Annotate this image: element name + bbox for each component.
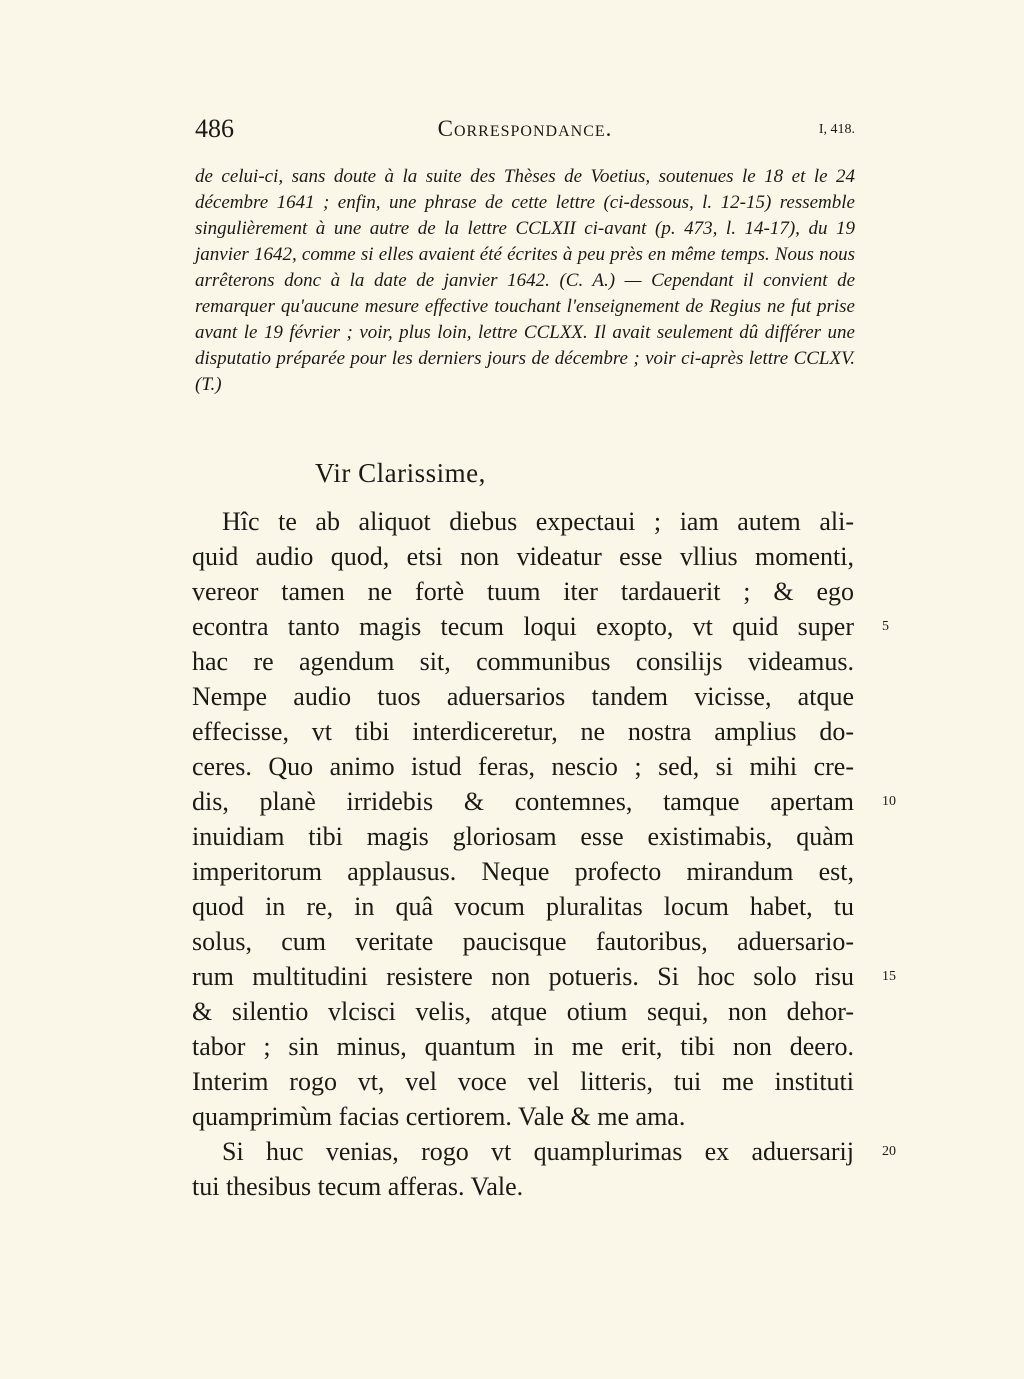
letter-line: inuidiam tibi magis gloriosam esse existimabis, quàm [192,822,854,851]
letter-line: tui thesibus tecum afferas. Vale. [192,1172,524,1201]
letter-line: Si huc venias, rogo vt quamplurimas ex aduersarij [222,1137,854,1166]
line-number: 20 [882,1144,896,1159]
letter-line: tabor ; sin minus, quantum in me erit, tibi non deero. [192,1032,854,1061]
letter-salutation: Vir Clarissime, [315,458,486,488]
letter-line: Nempe audio tuos aduersarios tandem vicisse, atque [192,682,854,711]
page-reference: I, 418. [818,122,855,137]
letter-line: quid audio quod, etsi non videatur esse vllius momenti, [192,542,854,571]
letter-line: rum multitudini resistere non potueris. Si hoc solo risu [192,962,854,991]
letter-line: effecisse, vt tibi interdiceretur, ne nostra amplius do- [192,717,854,746]
letter-line: econtra tanto magis tecum loqui exopto, vt quid super [192,612,854,641]
running-title: Correspondance. [437,116,613,141]
page-number: 486 [195,114,234,143]
letter-line: quamprimùm facias certiorem. Vale & me ama. [192,1102,686,1131]
letter-line: vereor tamen ne fortè tuum iter tardauerit ; & ego [192,577,854,606]
letter-line: Interim rogo vt, vel voce vel litteris, tui me instituti [192,1067,854,1096]
letter-line: quod in re, in quâ vocum pluralitas locum habet, tu [192,892,854,921]
letter-line: & silentio vlcisci velis, atque otium sequi, non dehor- [192,997,854,1026]
line-number: 15 [882,969,896,984]
letter-line: imperitorum applausus. Neque profecto mirandum est, [192,857,854,886]
letter-line: hac re agendum sit, communibus consilijs videamus. [192,647,854,676]
line-number: 5 [882,619,889,634]
letter-line: Hîc te ab aliquot diebus expectaui ; iam autem ali- [222,507,854,536]
editorial-note: de celui-ci, sans doute à la suite des Thèses de Voetius, soutenues le 18 et le 24 décembre 1641 ; enfin, une phrase de cette lettre (ci-dessous, l. 12-15) ressemble singulièrement à une autre de la lettre CCLXII ci-avant (p. 473, l. 14-17), du 19 janvier 1642, comme si elles avaient été écrites à peu près en même temps. Nous nous arrêterons donc à la date de janvier 1642. (C. A.) — Cependant il convient de remarquer qu'aucune mesure effective touchant l'enseignement de Regius ne fut prise avant le 19 février ; voir, plus loin, lettre CCLXX. Il avait seulement dû différer une disputatio préparée pour les derniers jours de décembre ; voir ci-après lettre CCLXV. (T.) [195,166,855,395]
letter-line: ceres. Quo animo istud feras, nescio ; sed, si mihi cre- [192,752,854,781]
page-header [195,114,855,150]
letter-line: dis, planè irridebis & contemnes, tamque apertam [192,787,854,816]
letter-line: solus, cum veritate paucisque fautoribus, aduersario- [192,927,854,956]
line-number: 10 [882,794,896,809]
